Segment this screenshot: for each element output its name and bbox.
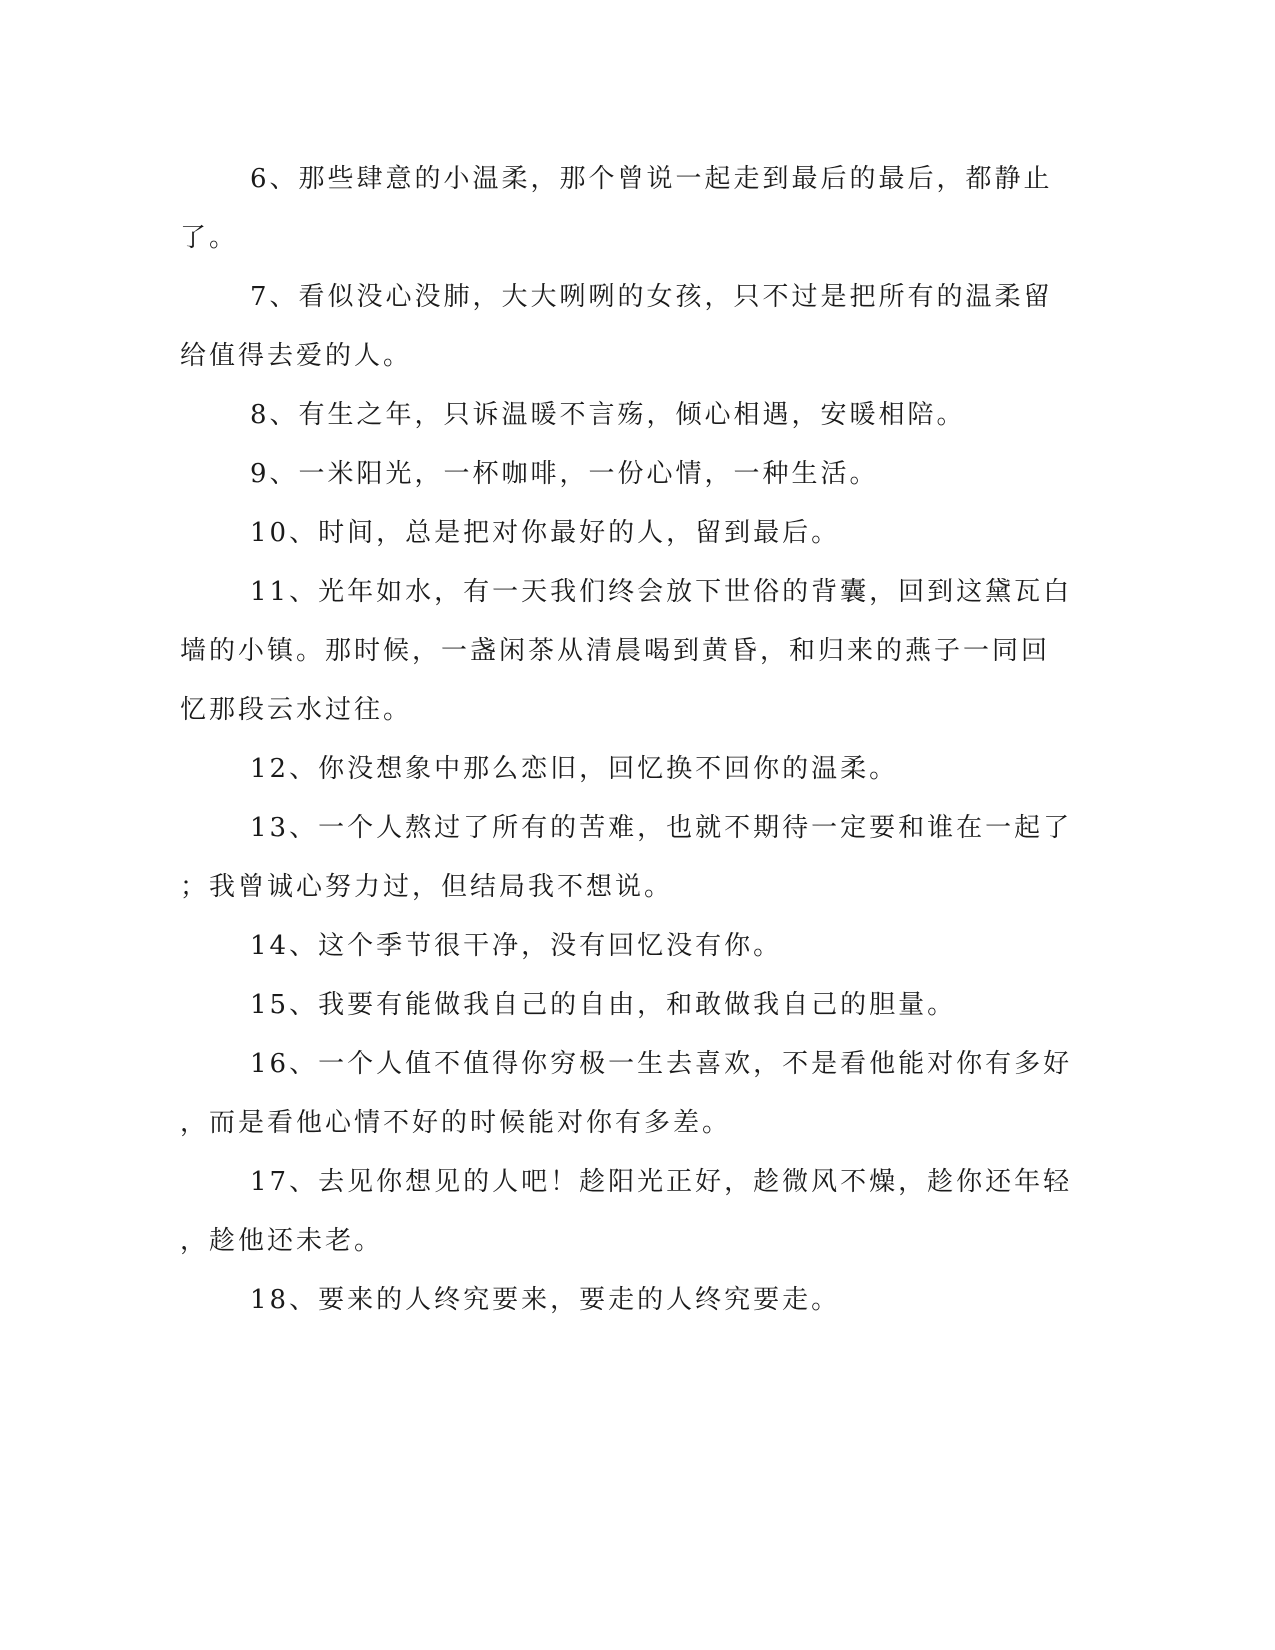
paragraph-6-line-1: 6、那些肆意的小温柔，那个曾说一起走到最后的最后，都静止 — [250, 164, 1053, 194]
paragraph-17-line-1: 17、去见你想见的人吧！趁阳光正好，趁微风不燥，趁你还年轻 — [250, 1167, 1073, 1197]
paragraph-18-line-1: 18、要来的人终究要来，要走的人终究要走。 — [250, 1285, 841, 1315]
paragraph-6-line-2: 了。 — [180, 223, 239, 253]
paragraph-7-line-2: 给值得去爱的人。 — [180, 341, 413, 371]
paragraph-9-line-1: 9、一米阳光，一杯咖啡，一份心情，一种生活。 — [250, 459, 879, 489]
paragraph-13-line-2: ；我曾诚心努力过，但结局我不想说。 — [180, 872, 674, 902]
paragraph-11-line-1: 11、光年如水，有一天我们终会放下世俗的背囊，回到这黛瓦白 — [250, 577, 1073, 607]
paragraph-12-line-1: 12、你没想象中那么恋旧，回忆换不回你的温柔。 — [250, 754, 899, 784]
paragraph-14-line-1: 14、这个季节很干净，没有回忆没有你。 — [250, 931, 783, 961]
paragraph-8-line-1: 8、有生之年，只诉温暖不言殇，倾心相遇，安暖相陪。 — [250, 400, 966, 430]
paragraph-16-line-1: 16、一个人值不值得你穷极一生去喜欢，不是看他能对你有多好 — [250, 1049, 1073, 1079]
paragraph-10-line-1: 10、时间，总是把对你最好的人，留到最后。 — [250, 518, 841, 548]
paragraph-16-line-2: ，而是看他心情不好的时候能对你有多差。 — [180, 1108, 732, 1138]
paragraph-7-line-1: 7、看似没心没肺，大大咧咧的女孩，只不过是把所有的温柔留 — [250, 282, 1053, 312]
paragraph-11-line-3: 忆那段云水过往。 — [180, 695, 413, 725]
paragraph-15-line-1: 15、我要有能做我自己的自由，和敢做我自己的胆量。 — [250, 990, 957, 1020]
paragraph-17-line-2: ，趁他还未老。 — [180, 1226, 384, 1256]
paragraph-13-line-1: 13、一个人熬过了所有的苦难，也就不期待一定要和谁在一起了 — [250, 813, 1073, 843]
paragraph-11-line-2: 墙的小镇。那时候，一盏闲茶从清晨喝到黄昏，和归来的燕子一同回 — [180, 636, 1051, 666]
